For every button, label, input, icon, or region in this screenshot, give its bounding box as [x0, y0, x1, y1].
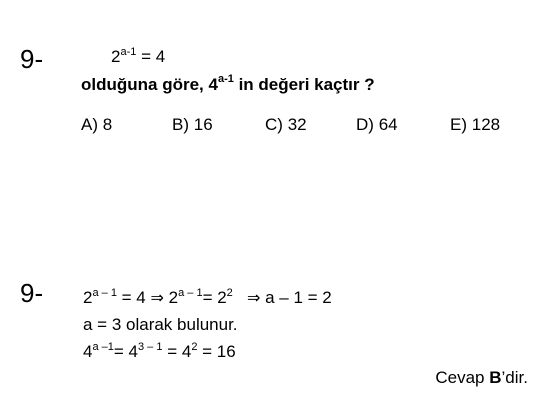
equation-exponent: a-1 [120, 46, 137, 58]
solution-line-2: a = 3 olarak bulunur. [83, 315, 238, 334]
sol3-exp-3: 2 [191, 341, 198, 353]
sol1-exp: a – 1 [92, 287, 117, 299]
sol1-base: 2 [83, 288, 93, 307]
answer-note [435, 368, 528, 388]
option-letter: A) [81, 115, 98, 134]
sol3-exp-2: 3 – 1 [138, 341, 163, 353]
sol3-exp: a –1 [92, 341, 114, 353]
sol3-text: = 4 [113, 342, 138, 361]
question-prompt [81, 75, 375, 95]
option-c [265, 115, 307, 135]
implies-arrow-icon: ⇒ [150, 288, 164, 307]
solution-line-3 [83, 342, 236, 362]
solution-line-1 [83, 288, 332, 308]
sol1-exp-2: a – 1 [178, 287, 203, 299]
equation-base: 2 [111, 47, 121, 66]
option-letter: E) [450, 115, 467, 134]
sol1-text-3: a – 1 = 2 [260, 288, 332, 307]
option-letter: D) [356, 115, 374, 134]
sol1-base-2: 2 [163, 288, 179, 307]
option-d [356, 115, 398, 135]
option-b [172, 115, 213, 135]
given-equation [111, 47, 165, 67]
option-letter: C) [265, 115, 283, 134]
prompt-exponent: a-1 [217, 73, 234, 85]
implies-arrow-icon: ⇒ [246, 288, 261, 307]
equation-rhs: = 4 [136, 47, 166, 66]
solution-number: 9- [20, 278, 44, 308]
option-value: 8 [102, 115, 113, 134]
sol1-text-2: = 2 [202, 288, 227, 307]
option-value: 16 [193, 115, 213, 134]
option-value: 128 [471, 115, 501, 134]
option-value: 32 [287, 115, 307, 134]
question-number: 9- [20, 44, 44, 74]
sol1-text: = 4 [116, 288, 151, 307]
sol1-exp-3: 2 [226, 287, 233, 299]
sol3-text-2: = 4 [162, 342, 192, 361]
answer-prefix: Cevap [435, 368, 490, 387]
option-letter: B) [172, 115, 189, 134]
option-e [450, 115, 500, 135]
prompt-end: in değeri kaçtır ? [233, 75, 375, 94]
sol3-text-3: = 16 [197, 342, 236, 361]
answer-letter: B [489, 368, 502, 387]
option-value: 64 [378, 115, 398, 134]
sol3-base: 4 [83, 342, 93, 361]
answer-suffix: ’dir. [501, 368, 528, 387]
prompt-start: olduğuna göre, 4 [81, 75, 218, 94]
option-a [81, 115, 112, 135]
